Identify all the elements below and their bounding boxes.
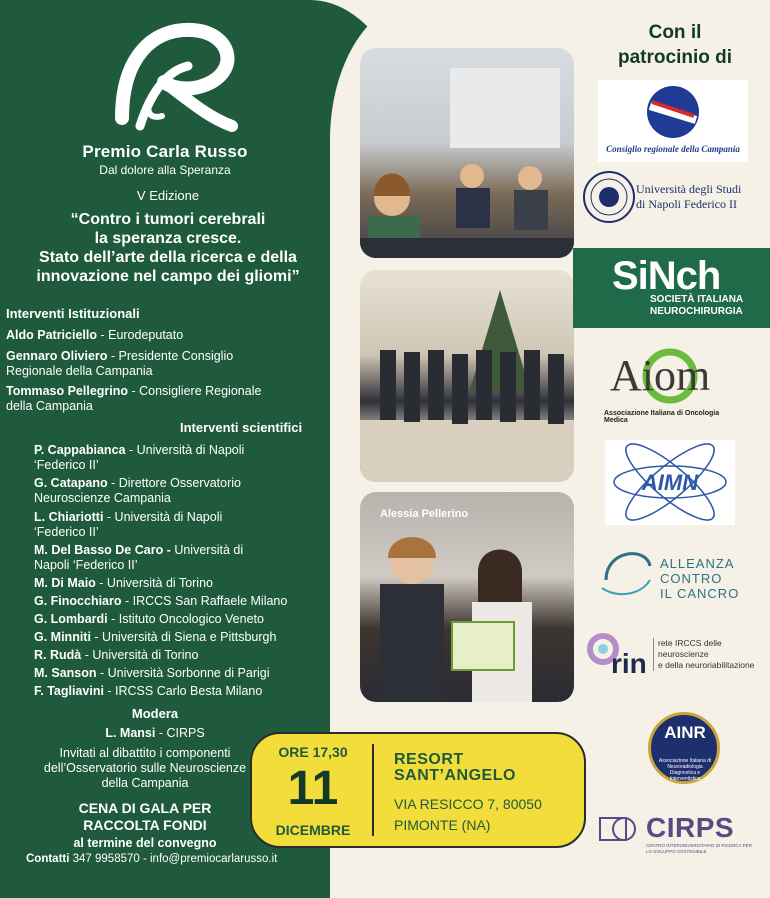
- edition-label: V Edizione: [136, 188, 200, 203]
- speaker-line: Neuroscienze Campania: [34, 491, 171, 505]
- alleanza-swirl-icon: [596, 540, 656, 600]
- ainr-subtitle: Associazione Italiana di Neuroradiologia Diagnostica e Interventistica: [658, 758, 712, 782]
- cirps-mark-icon: [598, 812, 644, 846]
- aimn-logo: [605, 440, 735, 525]
- aimn-atom-icon: [605, 440, 735, 525]
- patrocinio-heading: Con il patrocinio di: [618, 22, 732, 68]
- speaker-line: G. Minniti - Università di Siena e Pittsburgh: [34, 630, 277, 644]
- ceremony-photo-3: [360, 492, 574, 702]
- sinch-subtitle: SOCIETÀ ITALIANA NEUROCHIRURGIA: [650, 294, 744, 317]
- speaker-line: della Campania: [6, 399, 93, 413]
- title-line: “Contro i tumori cerebrali: [70, 211, 266, 228]
- speaker-line: M. Di Maio - Università di Torino: [34, 576, 213, 590]
- cirps-wordmark: CIRPS: [646, 812, 735, 843]
- gala-dinner-title: CENA DI GALA PER RACCOLTA FONDI: [78, 800, 212, 833]
- event-time: ORE 17,30: [278, 744, 348, 760]
- scientifici-heading: Interventi scientifici: [180, 420, 303, 435]
- speaker-line: M. Sanson - Università Sorbonne di Parigi: [34, 666, 270, 680]
- speaker-line: R. Rudà - Università di Torino: [34, 648, 199, 662]
- ceremony-photo-1: [360, 48, 574, 258]
- aimn-wordmark: AIMN: [641, 470, 699, 495]
- date-card-divider: [372, 744, 374, 836]
- title-line: Stato dell’arte della ricerca e della: [39, 249, 297, 266]
- event-venue: RESORT SANT’ANGELO: [394, 751, 516, 784]
- event-address: VIA RESICCO 7, 80050: [394, 796, 542, 812]
- premio-logo-icon: [92, 18, 242, 138]
- speaker-line: Aldo Patriciello - Eurodeputato: [6, 328, 184, 342]
- aiom-caption: Associazione Italiana di Oncologia Medica: [604, 410, 720, 424]
- title-line: la speranza cresce.: [94, 230, 242, 247]
- speaker-line: Regionale della Campania: [6, 364, 153, 378]
- speaker-line: Tommaso Pellegrino - Consigliere Regionale: [6, 384, 262, 398]
- title-line: innovazione nel campo dei gliomi”: [36, 268, 300, 285]
- event-day: 11: [287, 762, 339, 815]
- unina-seal-icon: [582, 170, 636, 224]
- moderator-line: L. Mansi - CIRPS: [105, 726, 205, 740]
- speaker-line: Napoli ‘Federico II’: [34, 558, 138, 572]
- photo-illustration-icon: [360, 48, 574, 258]
- brand-tagline: Dal dolore alla Speranza: [99, 163, 231, 177]
- contacts-line: Contatti 347 9958570 - info@premiocarlarusso.it: [26, 853, 278, 865]
- event-month: DICEMBRE: [275, 822, 351, 838]
- speaker-line: P. Cappabianca - Università di Napoli: [34, 443, 245, 457]
- speaker-line: L. Chiariotti - Università di Napoli: [34, 510, 223, 524]
- speaker-line: G. Finocchiaro - IRCCS San Raffaele Milano: [34, 594, 288, 608]
- unina-text: Università degli Studi di Napoli Federico II: [636, 182, 742, 211]
- campania-caption: Consiglio regionale della Campania: [606, 144, 740, 154]
- ainr-wordmark: AINR: [664, 723, 706, 742]
- ceremony-photo-2: [360, 270, 574, 482]
- speaker-line: G. Lombardi - Istituto Oncologico Veneto: [34, 612, 264, 626]
- unina-logo: [580, 170, 760, 226]
- speaker-line: ‘Federico II’: [34, 458, 99, 472]
- speaker-line: ‘Federico II’: [34, 525, 99, 539]
- sinch-wordmark: SiNch: [612, 254, 721, 298]
- event-city: PIMONTE (NA): [394, 817, 491, 833]
- speaker-line: G. Catapano - Direttore Osservatorio: [34, 476, 241, 490]
- brand-name: Premio Carla Russo: [82, 142, 248, 161]
- photo-illustration-icon: [360, 492, 574, 702]
- rin-text: rete IRCCS delle neuroscienze e della neuroriabilitazione: [653, 638, 770, 671]
- consiglio-campania-logo: [598, 80, 748, 162]
- alleanza-text: ALLEANZA CONTRO IL CANCRO: [660, 556, 740, 601]
- speaker-line: F. Tagliavini - IRCSS Carlo Besta Milano: [34, 684, 263, 698]
- brand: [70, 142, 260, 177]
- campania-emblem-icon: [598, 80, 748, 144]
- photo-illustration-icon: [360, 270, 574, 482]
- event-title: [0, 210, 336, 286]
- rin-wordmark: rin: [611, 648, 647, 679]
- modera-heading: Modera: [131, 706, 179, 721]
- aiom-wordmark: Aiom: [610, 351, 711, 400]
- invite-text: Invitati al dibattito i componenti dell’Osservatorio sulle Neuroscienze della Campania: [43, 746, 247, 790]
- gala-subtitle: al termine del convegno: [73, 836, 217, 850]
- speaker-line: M. Del Basso De Caro - Università di: [34, 543, 244, 557]
- speaker-line: Gennaro Oliviero - Presidente Consiglio: [6, 349, 234, 363]
- cirps-subtitle: CENTRO INTERUNIVERSITARIO DI RICERCA PER LO SVILUPPO SOSTENIBILE: [646, 843, 752, 854]
- photo-caption: Alessia Pellerino: [380, 508, 469, 520]
- istituzionali-heading: Interventi Istituzionali: [6, 306, 140, 321]
